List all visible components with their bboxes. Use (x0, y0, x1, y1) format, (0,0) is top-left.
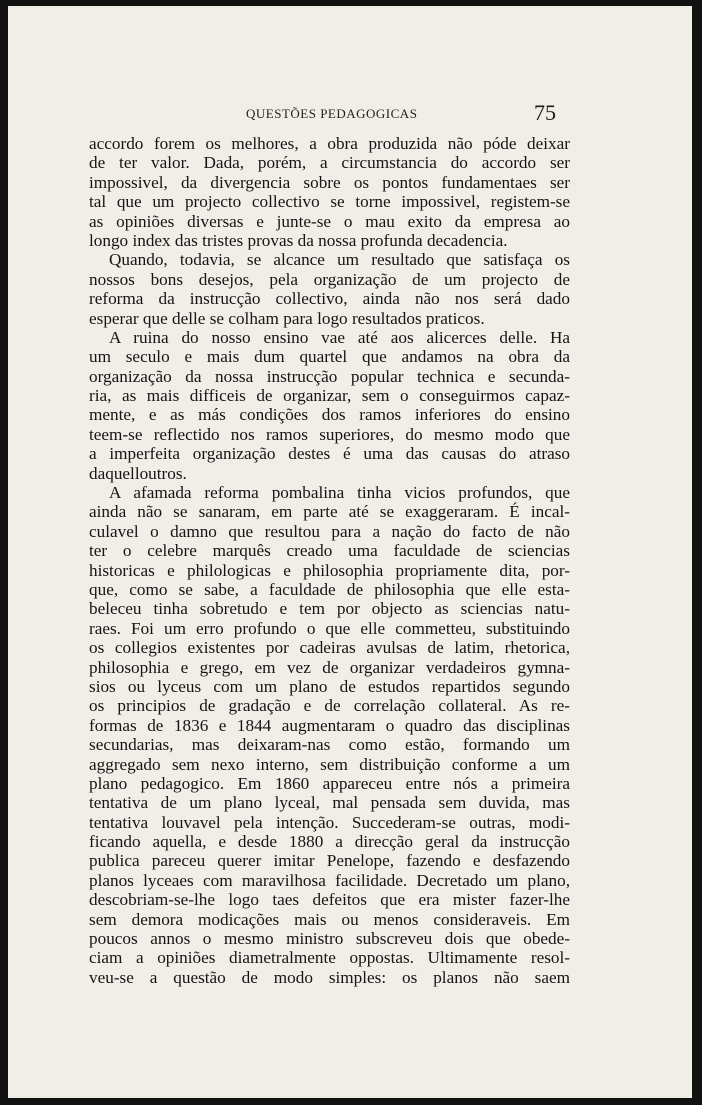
text-line: a imperfeita organização destes é uma das causas do atraso (89, 444, 570, 464)
text-line: reforma da instrucção collectivo, ainda não nos será dado (89, 289, 570, 309)
text-line: aggregado sem nexo interno, sem distribuição conforme a um (89, 754, 570, 774)
text-line: A ruina do nosso ensino vae até aos alicerces delle. Ha (109, 327, 570, 347)
text-line: formas de 1836 e 1844 augmentaram o quadro das disciplinas (89, 715, 570, 735)
text-line: os collegios existentes por cadeiras avulsas de latim, rhetorica, (89, 638, 570, 658)
page-number: 75 (534, 100, 556, 125)
text-line: que, como se sabe, a faculdade de philosophia que elle esta- (89, 579, 570, 599)
text-line: veu-se a questão de modo simples: os planos não saem (89, 967, 570, 987)
body-text (89, 134, 570, 987)
text-line: philosophia e grego, em vez de organizar verdadeiros gymna- (89, 657, 570, 677)
text-line: mente, e as más condições dos ramos inferiores do ensino (89, 405, 570, 425)
text-line: daquelloutros. (89, 463, 187, 483)
text-line: um seculo e mais dum quartel que andamos na obra da (89, 347, 570, 367)
text-line: esperar que delle se colham para logo resultados praticos. (89, 308, 485, 328)
text-line: publica pareceu querer imitar Penelope, fazendo e desfazendo (89, 851, 570, 871)
text-line: Quando, todavia, se alcance um resultado que satisfaça os (109, 250, 570, 270)
text-line: tentativa de um plano lyceal, mal pensada sem duvida, mas (89, 793, 570, 813)
text-line: historicas e philologicas e philosophia propriamente dita, por- (89, 560, 570, 580)
text-line: planos lyceaes com maravilhosa facilidade. Decretado um plano, (89, 870, 570, 890)
text-line: tal que um projecto collectivo se torne impossivel, registem-se (89, 192, 570, 212)
running-head-title: QUESTÕES PEDAGOGICAS (246, 106, 418, 121)
text-line: ter o celebre marquês creado uma faculdade de sciencias (89, 541, 570, 561)
text-line: secundarias, mas deixaram-nas como estão, formando um (89, 735, 570, 755)
text-line: ainda não se sanaram, em parte até se exaggeraram. É incal- (89, 502, 570, 522)
text-line: de ter valor. Dada, porém, a circumstancia do accordo ser (89, 153, 570, 173)
text-line: organização da nossa instrucção popular technica e secunda- (89, 366, 570, 386)
running-head (8, 102, 692, 126)
text-line: culavel o damno que resultou para a nação do facto de não (89, 521, 570, 541)
text-line: raes. Foi um erro profundo o que elle commetteu, substituindo (89, 618, 570, 638)
text-line: plano pedagogico. Em 1860 appareceu entre nós a primeira (89, 773, 570, 793)
text-line: sios ou lyceus com um plano de estudos repartidos segundo (89, 676, 570, 696)
book-page (8, 6, 692, 1098)
text-line: ficando aquella, e desde 1880 a direcção geral da instrucção (89, 832, 570, 852)
text-line: impossivel, da divergencia sobre os pontos fundamentaes ser (89, 172, 570, 192)
text-line: nossos bons desejos, pela organização de um projecto de (89, 269, 570, 289)
text-line: descobriam-se-lhe logo taes defeitos que era mister fazer-lhe (89, 890, 570, 910)
text-line: teem-se reflectido nos ramos superiores, do mesmo modo que (89, 424, 570, 444)
text-line: ria, as mais difficeis de organizar, sem o conseguirmos capaz- (89, 386, 570, 406)
text-line: ciam a opiniões diametralmente oppostas. Ultimamente resol- (89, 948, 570, 968)
text-line: as opiniões diversas e junte-se o mau exito da empresa ao (89, 211, 570, 231)
text-line: accordo forem os melhores, a obra produzida não póde deixar (89, 134, 570, 153)
text-line: A afamada reforma pombalina tinha vicios profundos, que (109, 483, 570, 503)
text-line: sem demora modicações mais ou menos consideraveis. Em (89, 909, 570, 929)
text-line: tentativa louvavel pela intenção. Succederam-se outras, modi- (89, 812, 570, 832)
text-line: os principios de gradação e de correlação collateral. As re- (89, 696, 570, 716)
text-line: longo index das tristes provas da nossa profunda decadencia. (89, 230, 508, 250)
text-line: beleceu tinha sobretudo e tem por objecto as sciencias natu- (89, 599, 570, 619)
text-line: poucos annos o mesmo ministro subscreveu dois que obede- (89, 929, 570, 949)
